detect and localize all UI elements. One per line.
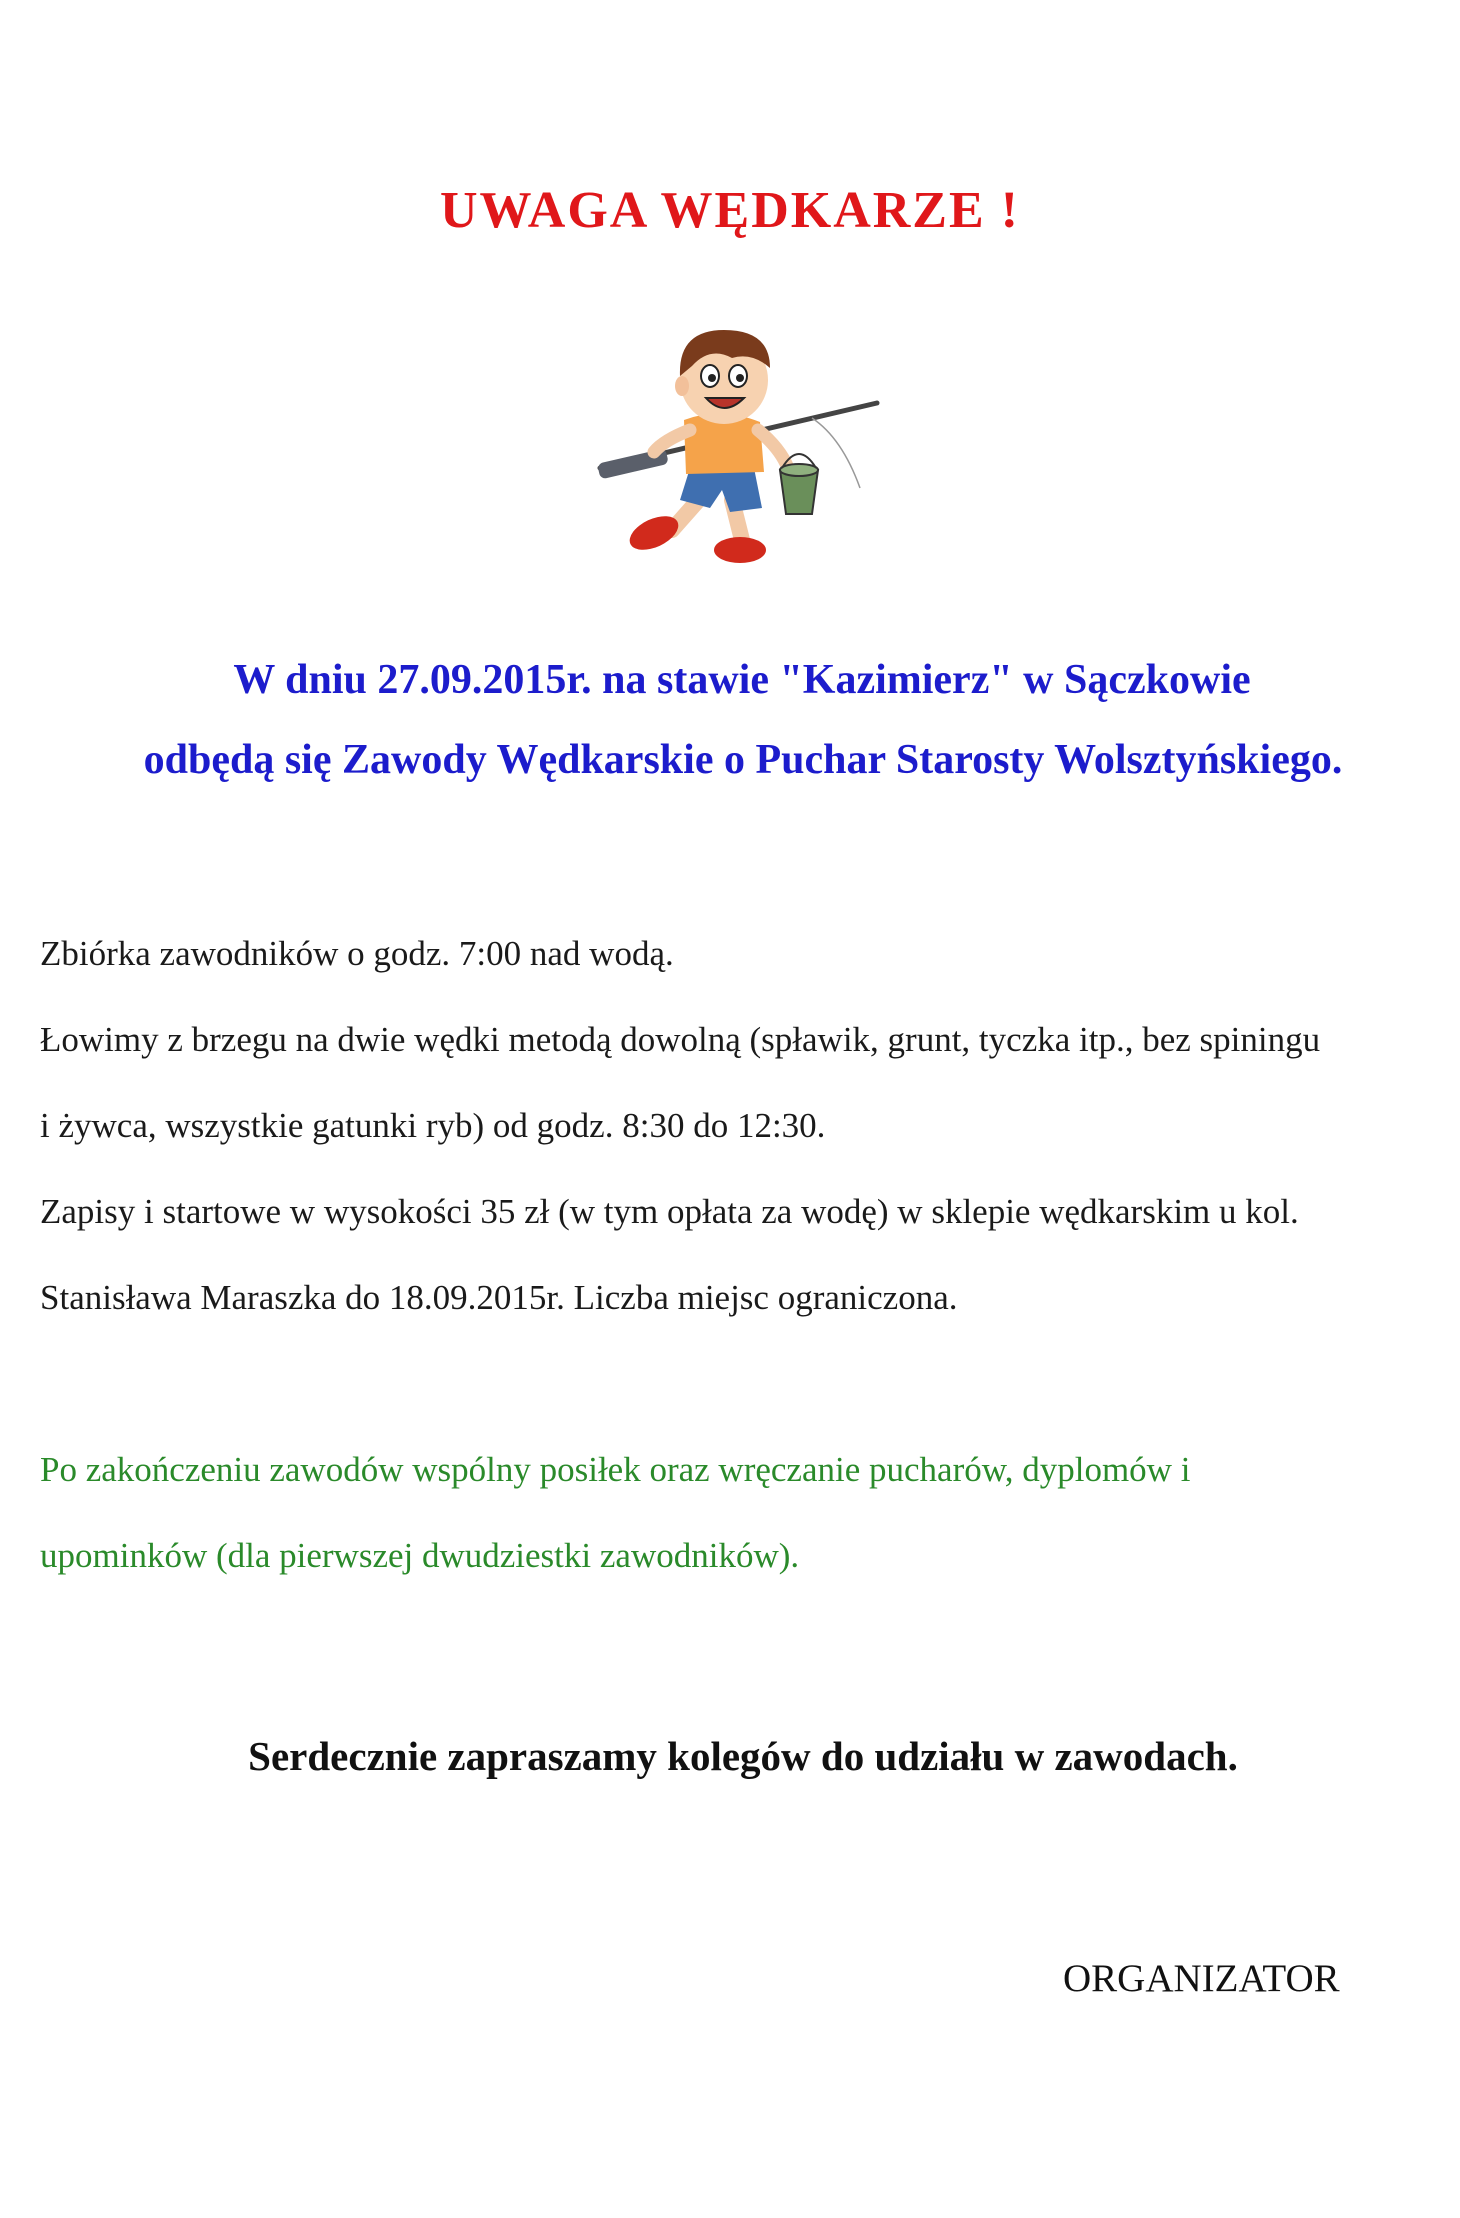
invitation: Serdecznie zapraszamy kolegów do udziału w zawodach. — [248, 1733, 1238, 1779]
notice-title: UWAGA WĘDKARZE ! — [439, 182, 1020, 239]
after-event-line: upominków (dla pierwszej dwudziestki zawodników). — [40, 1536, 800, 1575]
organizer-signature: ORGANIZATOR — [1063, 1957, 1340, 2000]
announcement-line-2: odbędą się Zawody Wędkarskie o Puchar Starosty Wolsztyńskiego. — [143, 737, 1343, 783]
boy-fisherman-icon — [592, 318, 892, 568]
detail-line: Zbiórka zawodników o godz. 7:00 nad wodą. — [40, 934, 674, 973]
detail-line: i żywca, wszystkie gatunki ryb) od godz. 8:30 do 12:30. — [40, 1106, 826, 1145]
detail-line: Stanisława Maraszka do 18.09.2015r. Liczba miejsc ograniczona. — [40, 1278, 958, 1317]
announcement-line-1: W dniu 27.09.2015r. na stawie "Kazimierz" w Sączkowie — [233, 657, 1251, 703]
detail-line: Zapisy i startowe w wysokości 35 zł (w tym opłata za wodę) w sklepie wędkarskim u kol. — [40, 1192, 1299, 1231]
after-event-line: Po zakończeniu zawodów wspólny posiłek oraz wręczanie pucharów, dyplomów i — [40, 1450, 1191, 1489]
detail-line: Łowimy z brzegu na dwie wędki metodą dowolną (spławik, grunt, tyczka itp., bez spiningu — [40, 1020, 1321, 1059]
